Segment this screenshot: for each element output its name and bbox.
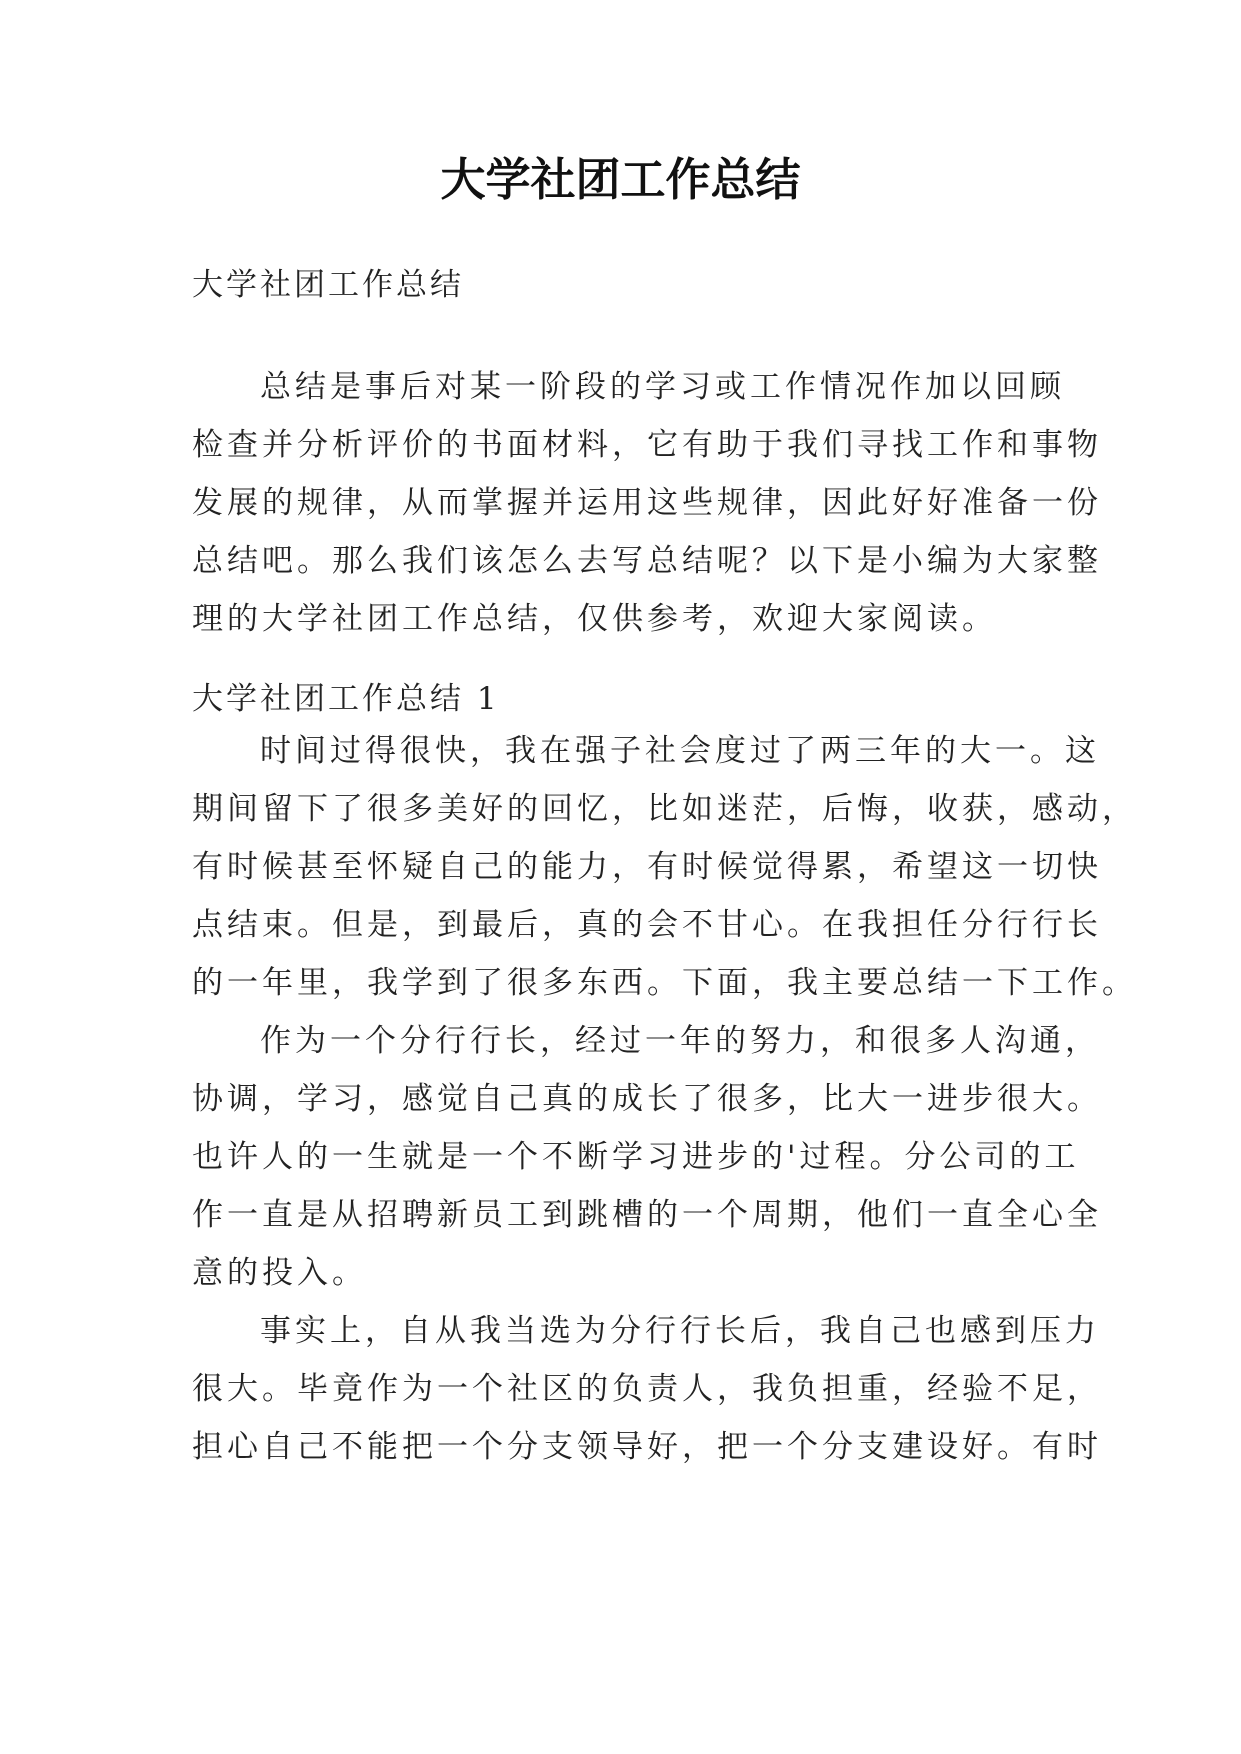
document-title: 大学社团工作总结 bbox=[440, 153, 801, 206]
paragraph-line: 担心自己不能把一个分支领导好，把一个分支建设好。有时 bbox=[192, 1429, 1102, 1465]
intro-line: 总结是事后对某一阶段的学习或工作情况作加以回顾 bbox=[260, 369, 1065, 405]
paragraph-line: 作一直是从招聘新员工到跳槽的一个周期，他们一直全心全 bbox=[192, 1197, 1102, 1233]
section1-paragraph-2 bbox=[192, 1012, 1102, 1302]
paragraph-line: 点结束。但是，到最后，真的会不甘心。在我担任分行行长 bbox=[192, 907, 1102, 943]
paragraph-line: 的一年里，我学到了很多东西。下面，我主要总结一下工作。 bbox=[192, 965, 1137, 1001]
intro-line: 理的大学社团工作总结，仅供参考，欢迎大家阅读。 bbox=[192, 601, 997, 637]
intro-line: 总结吧。那么我们该怎么去写总结呢？以下是小编为大家整 bbox=[192, 543, 1102, 579]
paragraph-line: 协调，学习，感觉自己真的成长了很多，比大一进步很大。 bbox=[192, 1081, 1102, 1117]
intro-line: 发展的规律，从而掌握并运用这些规律，因此好好准备一份 bbox=[192, 485, 1102, 521]
intro-line: 检查并分析评价的书面材料，它有助于我们寻找工作和事物 bbox=[192, 427, 1102, 463]
paragraph-line: 意的投入。 bbox=[192, 1255, 367, 1291]
paragraph-line: 事实上，自从我当选为分行行长后，我自己也感到压力 bbox=[260, 1313, 1100, 1349]
section1-paragraph-3 bbox=[192, 1302, 1102, 1476]
paragraph-line: 期间留下了很多美好的回忆，比如迷茫，后悔，收获，感动， bbox=[192, 791, 1137, 827]
document-subtitle: 大学社团工作总结 bbox=[192, 267, 464, 303]
section1-paragraph-1 bbox=[192, 722, 1137, 1012]
section-heading: 大学社团工作总结 1 bbox=[192, 681, 500, 717]
paragraph-line: 很大。毕竟作为一个社区的负责人，我负担重，经验不足， bbox=[192, 1371, 1102, 1407]
paragraph-line: 也许人的一生就是一个不断学习进步的'过程。分公司的工 bbox=[192, 1139, 1080, 1175]
intro-paragraph bbox=[192, 358, 1102, 648]
paragraph-line: 有时候甚至怀疑自己的能力，有时候觉得累，希望这一切快 bbox=[192, 849, 1102, 885]
paragraph-line: 时间过得很快，我在强子社会度过了两三年的大一。这 bbox=[260, 733, 1100, 769]
paragraph-line: 作为一个分行行长，经过一年的努力，和很多人沟通， bbox=[260, 1023, 1100, 1059]
